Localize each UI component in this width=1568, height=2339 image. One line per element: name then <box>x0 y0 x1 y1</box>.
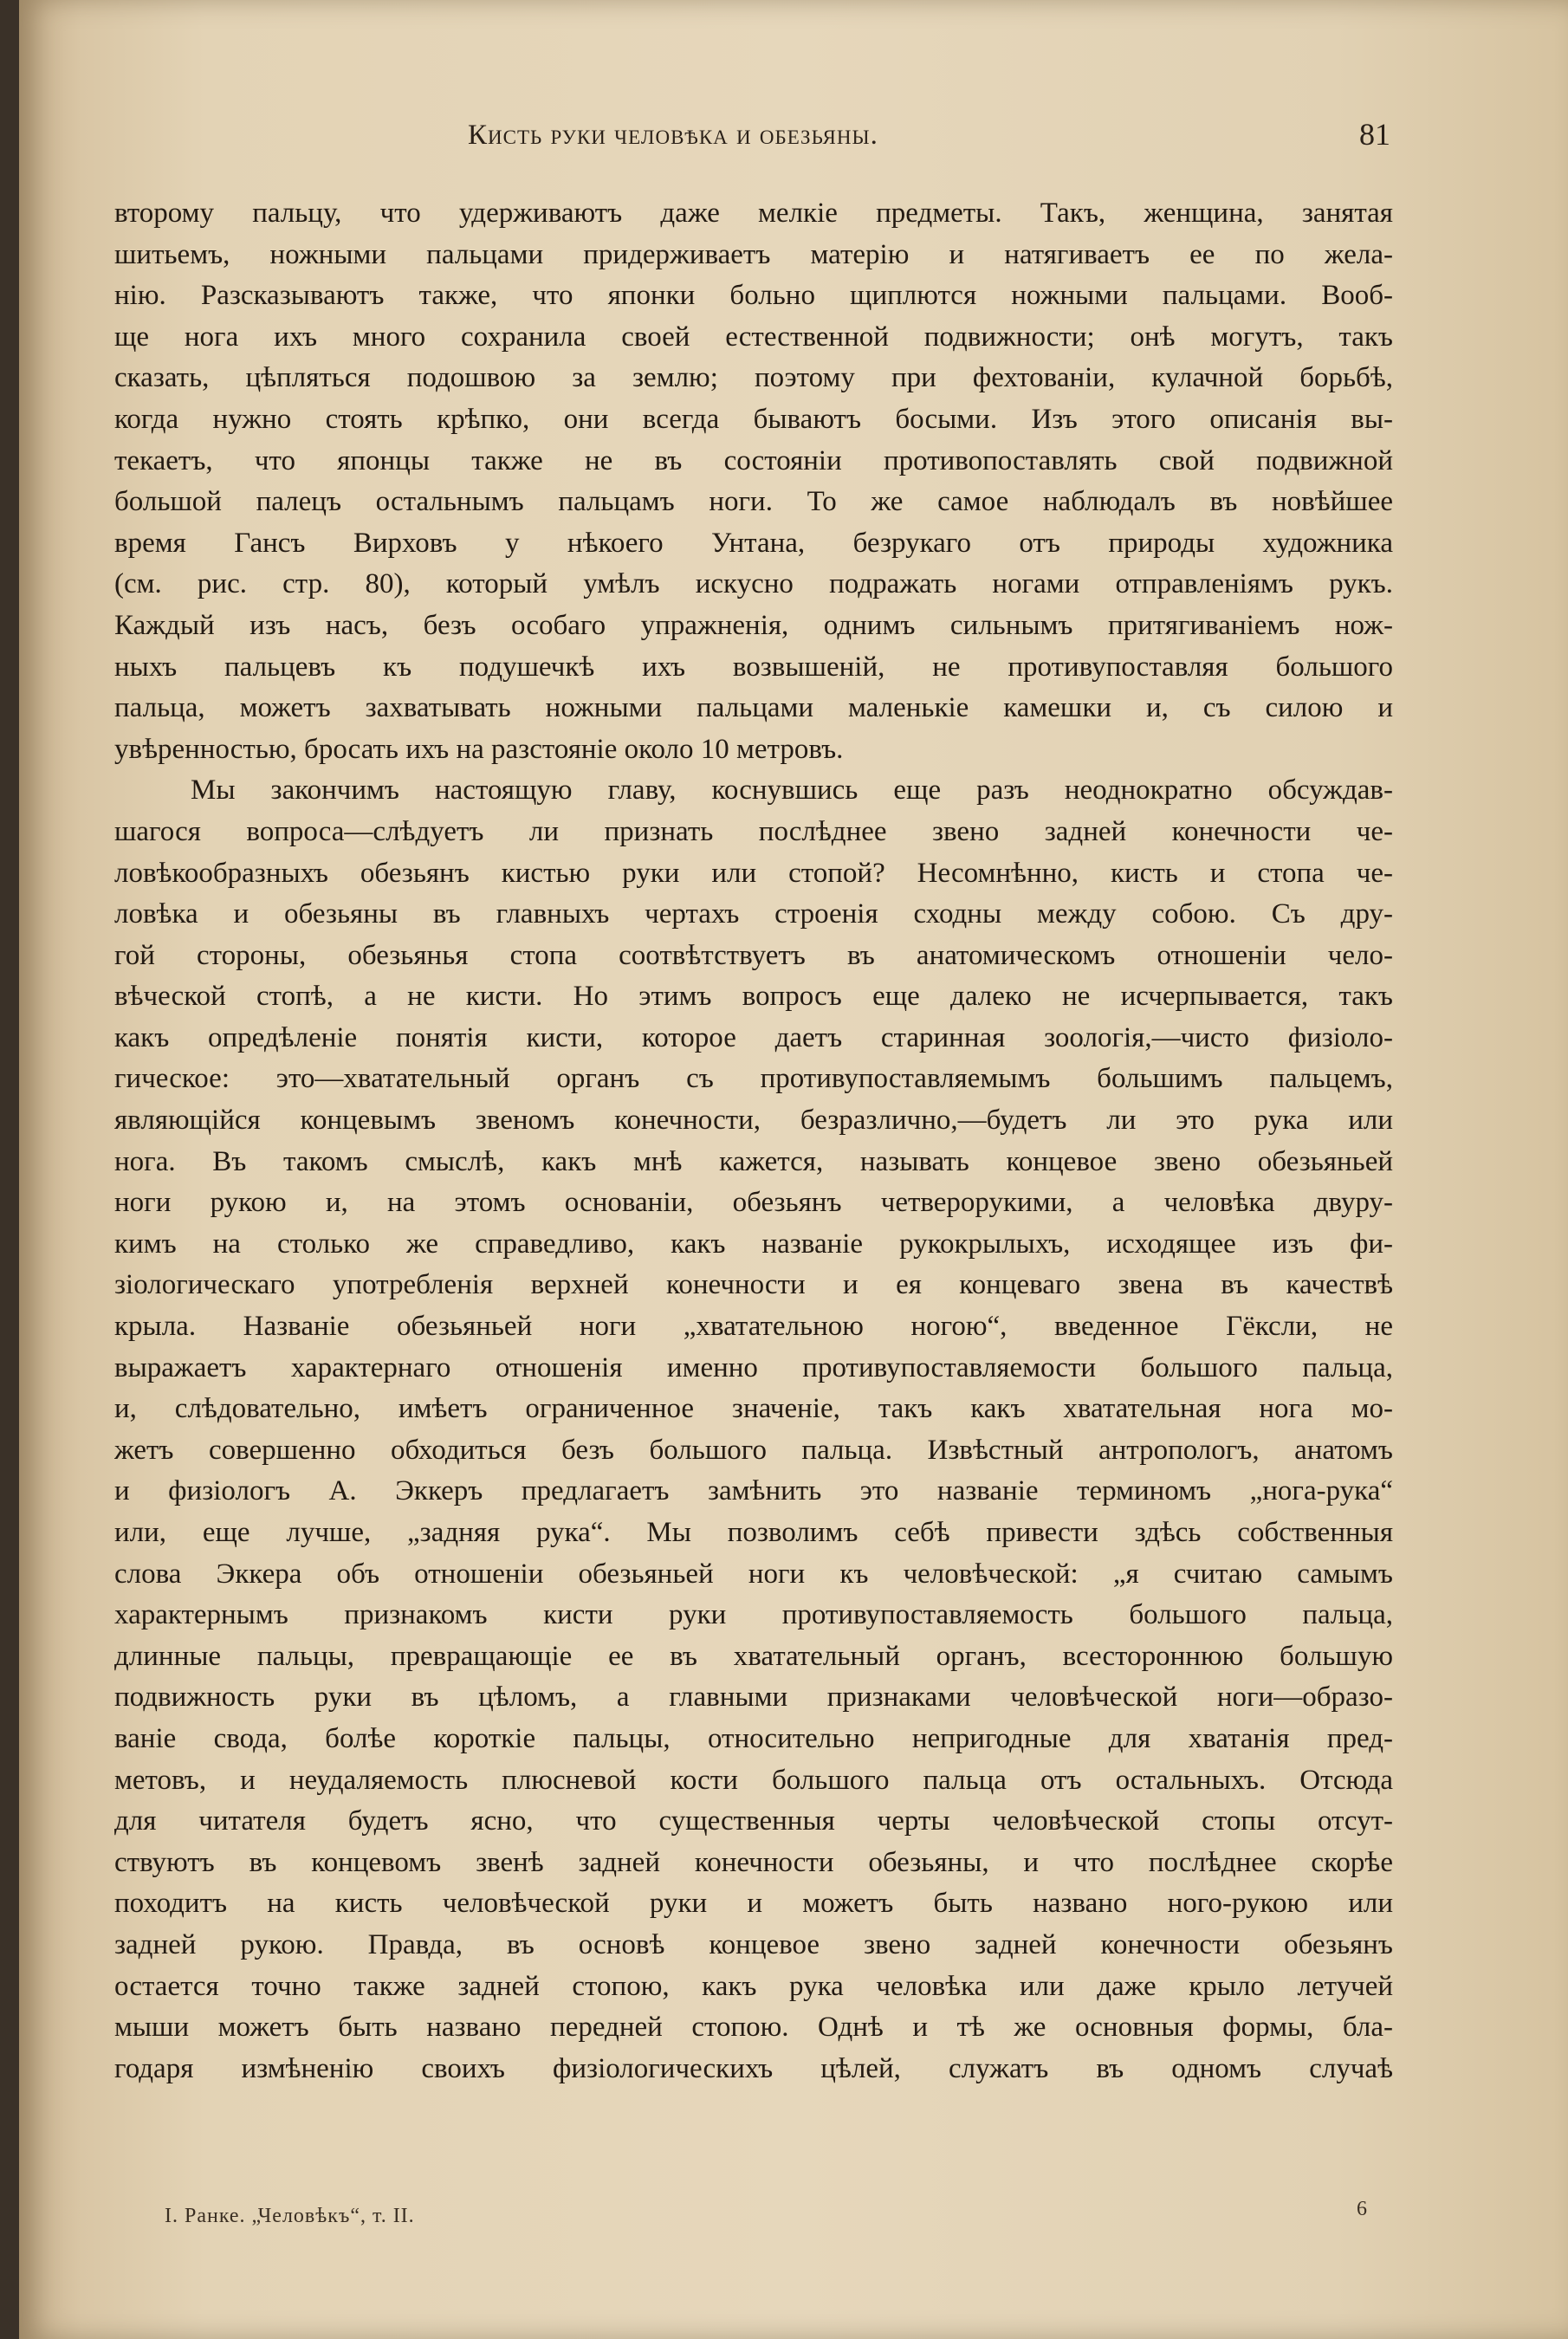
text-line: шагося вопроса—слѣдуетъ ли признать послѣднее звено задней конечности че- <box>114 815 1393 847</box>
text-line: и физіологъ А. Эккеръ предлагаетъ замѣнить это названіе терминомъ „нога-рука“ <box>114 1475 1393 1507</box>
text-line: когда нужно стоять крѣпко, они всегда бываютъ босыми. Изъ этого описанія вы- <box>114 403 1393 435</box>
text-line: кимъ на столько же справедливо, какъ названіе рукокрылыхъ, исходящее изъ фи- <box>114 1228 1393 1260</box>
text-line: жетъ совершенно обходиться безъ большого пальца. Извѣстный антропологъ, анатомъ <box>114 1434 1393 1466</box>
text-line: Каждый изъ насъ, безъ особаго упражненія, однимъ сильнымъ притягиваніемъ нож- <box>114 609 1393 641</box>
text-line: зіологическаго употребленія верхней конечности и ея концеваго звена въ качествѣ <box>114 1269 1393 1301</box>
text-line: шитьемъ, ножными пальцами придерживаетъ матерію и натягиваетъ ее по жела- <box>114 238 1393 270</box>
text-line: пальца, можетъ захватывать ножными пальцами маленькіе камешки и, съ силою и <box>114 692 1393 724</box>
paragraph-last-line: увѣренностью, бросать ихъ на разстояніе около 10 метровъ. <box>114 733 844 765</box>
paragraph-first-line: Мы закончимъ настоящую главу, коснувшись еще разъ неоднократно обсуждав- <box>191 774 1393 807</box>
text-line: какъ опредѣленіе понятія кисти, которое даетъ старинная зоологія,—чисто физіоло- <box>114 1021 1393 1053</box>
text-line: ловѣка и обезьяны въ главныхъ чертахъ строенія сходны между собою. Съ дру- <box>114 898 1393 930</box>
text-line: ствуютъ въ концевомъ звенѣ задней конечности обезьяны, и что послѣднее скорѣе <box>114 1846 1393 1878</box>
text-line: гическое: это—хватательный органъ съ противупоставляемымъ большимъ пальцемъ, <box>114 1063 1393 1095</box>
text-line: второму пальцу, что удерживаютъ даже мелкіе предметы. Такъ, женщина, занятая <box>114 198 1393 229</box>
text-line: ваніе свода, болѣе короткіе пальцы, относительно непригодные для хватанія пред- <box>114 1722 1393 1754</box>
page-header <box>19 117 1568 163</box>
text-line: крыла. Названіе обезьяньей ноги „хватательною ногою“, введенное Гёксли, не <box>114 1311 1393 1343</box>
text-line: или, еще лучше, „задняя рука“. Мы позволимъ себѣ привести здѣсь собственныя <box>114 1517 1393 1548</box>
text-line: вѣческой стопѣ, а не кисти. Но этимъ вопросъ еще далеко не исчерпывается, такъ <box>114 981 1393 1013</box>
text-line: подвижность руки въ цѣломъ, а главными признаками человѣческой ноги—образо- <box>114 1681 1393 1714</box>
source-reference: І. Ранке. „Человѣкъ“, т. II. <box>165 2205 415 2227</box>
text-line: гой стороны, обезьянья стопа соотвѣтствуетъ въ анатомическомъ отношеніи чело- <box>114 939 1393 971</box>
text-line: являющійся концевымъ звеномъ конечности, безразлично,—будетъ ли это рука или <box>114 1105 1393 1137</box>
text-line: метовъ, и неудаляемость плюсневой кости большого пальца отъ остальныхъ. Отсюда <box>114 1764 1393 1796</box>
text-line: выражаетъ характернаго отношенія именно противупоставляемости большого пальца, <box>114 1351 1393 1383</box>
text-line: ноги рукою и, на этомъ основаніи, обезьянъ четверорукими, а человѣка двуру- <box>114 1187 1393 1219</box>
printer-signature: 6 <box>1357 2198 1367 2220</box>
text-line: текаетъ, что японцы также не въ состояніи противопоставлять свой подвижной <box>114 444 1393 476</box>
text-line: походитъ на кисть человѣческой руки и можетъ быть названо ного-рукою или <box>114 1888 1393 1920</box>
text-line: нію. Разсказываютъ также, что японки больно щиплются ножными пальцами. Вооб- <box>114 280 1393 312</box>
page-number: 81 <box>1359 117 1390 152</box>
text-line: слова Эккера объ отношеніи обезьяньей ноги къ человѣческой: „я считаю самымъ <box>114 1558 1393 1590</box>
text-line: для читателя будетъ ясно, что существенныя черты человѣческой стопы отсут- <box>114 1805 1393 1837</box>
text-line: сказать, цѣпляться подошвою за землю; поэтому при фехтованіи, кулачной борьбѣ, <box>114 362 1393 394</box>
text-line: длинные пальцы, превращающіе ее въ хватательный органъ, всестороннюю большую <box>114 1640 1393 1672</box>
text-line: время Гансъ Вирховъ у нѣкоего Унтана, безрукаго отъ природы художника <box>114 527 1393 559</box>
text-line: ще нога ихъ много сохранила своей естественной подвижности; онѣ могутъ, такъ <box>114 321 1393 353</box>
text-line: характернымъ признакомъ кисти руки противупоставляемость большого пальца, <box>114 1599 1393 1631</box>
text-line: (см. рис. стр. 80), который умѣлъ искусно подражать ногами отправленіямъ рукъ. <box>114 568 1393 600</box>
text-line: и, слѣдовательно, имѣетъ ограниченное значеніе, такъ какъ хватательная нога мо- <box>114 1393 1393 1425</box>
book-page <box>19 0 1568 2339</box>
text-line: нога. Въ такомъ смыслѣ, какъ мнѣ кажется, называть концевое звено обезьяньей <box>114 1145 1393 1177</box>
body-text <box>114 193 1393 2090</box>
text-line: задней рукою. Правда, въ основѣ концевое звено задней конечности обезьянъ <box>114 1928 1393 1960</box>
text-line: большой палецъ остальнымъ пальцамъ ноги. То же самое наблюдалъ въ новѣйшее <box>114 486 1393 518</box>
running-title: Кисть руки человѣка и обезьяны. <box>468 120 878 151</box>
text-line: ныхъ пальцевъ къ подушечкѣ ихъ возвышеній, не противупоставляя большого <box>114 651 1393 683</box>
text-line: ловѣкообразныхъ обезьянъ кистью руки или стопой? Несомнѣнно, кисть и стопа че- <box>114 857 1393 889</box>
text-line: годаря измѣненію своихъ физіологическихъ цѣлей, служатъ въ одномъ случаѣ <box>114 2052 1393 2084</box>
text-line: остается точно также задней стопою, какъ рука человѣка или даже крыло летучей <box>114 1970 1393 2002</box>
page-footer <box>19 2198 1568 2239</box>
text-line: мыши можетъ быть названо передней стопою. Однѣ и тѣ же основныя формы, бла- <box>114 2012 1393 2044</box>
